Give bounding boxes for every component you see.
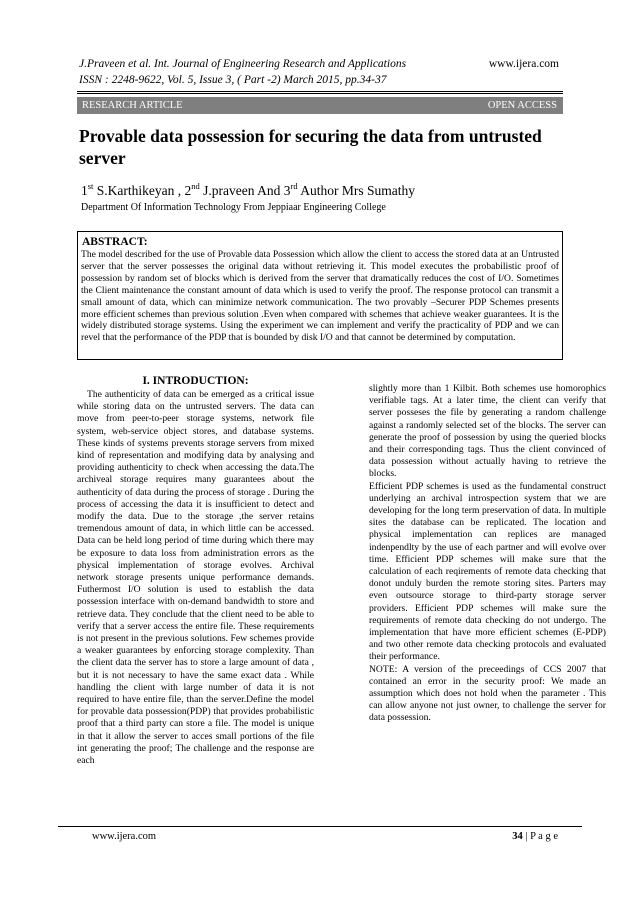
journal-citation (79, 56, 406, 88)
author-3-suffix: rd (290, 181, 298, 191)
open-access-label: OPEN ACCESS (487, 100, 557, 111)
author-3-ordinal: 3 (283, 183, 291, 198)
page-footer (58, 828, 582, 845)
author-1-name: S.Karthikeyan , (93, 183, 185, 198)
author-2-suffix: nd (191, 181, 200, 191)
abstract-heading: ABSTRACT: (82, 236, 148, 248)
footer-divider (58, 826, 582, 827)
article-type-label: RESEARCH ARTICLE (82, 100, 183, 111)
abstract-box (77, 231, 563, 360)
left-column (77, 374, 314, 767)
author-list (81, 182, 415, 200)
page-number-label (512, 829, 558, 844)
right-column (369, 383, 606, 725)
header-divider-thin (77, 93, 563, 94)
footer-website-link[interactable]: www.ijera.com (92, 831, 157, 842)
author-1-ordinal: 1 (81, 183, 88, 198)
article-type-banner (77, 97, 563, 114)
abstract-text: The model described for the use of Provable data Possession which allow the client to access the stored data at an Untrusted server that the server possesses the original data without retrieving it. This model executes the probabilistic proof of possession by random set of blocks which is derived from the server that dramatically reduces the cost of I/O. Sometimes the Client maintenance the constant amount of data which is used to verify the proof. The response protocol can transmit a small amount of data, which can minimize network communication. The two provably –Securer PDP Schemes presents more efficient schemes than previous solution .Even when compared with schemes that achieve weaker guarantees. It is the widely distributed storage systems. Using the experiment we can implement and verify the practicality of PDP and we can revel that the performance of the PDP that is bounded by disk I/O and that cannot be determined by computation. (81, 249, 559, 344)
header-website-link[interactable]: www.ijera.com (488, 58, 559, 70)
author-3-name: Author Mrs Sumathy (297, 183, 415, 198)
author-1-suffix: st (87, 181, 94, 191)
paper-title: Provable data possession for securing the data from untrusted server (79, 126, 542, 168)
journal-citation-line2: ISSN : 2248-9622, Vol. 5, Issue 3, ( Part -2) March 2015, pp.34-37 (79, 74, 387, 86)
page-label: | P a g e (522, 831, 558, 842)
author-2-ordinal: 2 (184, 183, 192, 198)
author-affiliation: Department Of Information Technology From Jeppiaar Engineering College (81, 202, 386, 213)
author-2-name: J.praveen And (199, 183, 284, 198)
introduction-note: NOTE: A version of the preceedings of CCS 2007 that contained an error in the security proof: We made an assumption which does not hold when the parameter . This can allow anyone not just owner, to challenge the server for data possession. (369, 663, 606, 724)
page-number: 34 (512, 831, 523, 842)
section-heading-introduction: I. INTRODUCTION: (142, 375, 249, 387)
introduction-paragraph-1: The authenticity of data can be emerged as a critical issue while storing data on the untrusted servers. The data can move from peer-to-peer storage systems, network file system, web-service object stores, and database systems. These kinds of systems prevents storage servers from mixed kind of representation and modifying data by analysing and providing authenticity to check when accessing the data.The archiveal storage requires many guarantees about the authenticity of data during the process of storage . During the process of accessing the data it is insufficient to detect and modify the data. Due to the storage ,the server retains tremendous amount of data, in which little can be accessed. Data can be held long period of time during which there may be exposure to data loss from administration errors as the physical implementation of storage evolves. Archival network storage presents unique performance demands. Futhermost I/O solution is used to establish the data possession interface with on-demand bandwidth to store and retrieve data. They conclude that the client need to be able to verify that a server access the entire file. These requirements is not present in the previous solutions. Few schemes provide a weaker guarantees by enforcing storage complexity. Than the client data the server has to store a large amount of data , but it is not necessary to have the same exact data . While handling the client with large number of data it is not required to have entire file, than the server.Define the model for provable data possession(PDP) that provides probabilistic proof that a third party can store a file. The model is unique in that it allow the server to acces small portions of the file int generating the proof; The challenge and the response are each (77, 389, 314, 767)
introduction-paragraph-2: slightly more than 1 Kilbit. Both schemes use homorophics verifiable tags. At a later time, the client can verify that server posseses the file by generating a random challenge against a randomly selected set of the blocks. The server can generate the proof of possession by using the queried blocks and their corresponding tags. Thus the client convinced of data possession without actually having to retrieve the blocks. (369, 383, 606, 480)
journal-citation-line1: J.Praveen et al. Int. Journal of Engineering Research and Applications (79, 58, 407, 70)
introduction-paragraph-3: Efficient PDP schemes is used as the fundamental construct underlying an archival introspection system that we are developing for the long term preservation of data. In multiple sites the database can be replicated. The location and physical implementation can replices are managed indenpendlty by the use of each partner and will evolve over time. Efficient PDP schemes will make sure that the calculation of each reqirements of remote data checking that donot unduly burden the remote storing sites. Parters may even outsource storage to third-party storage server providers. Efficient PDP schemes will make sure the requirements of remote data checking do not undergo. The implementation that have more efficient schemes (E-PDP) and two other remote data checking protocols and evaluated their performance. (369, 480, 606, 663)
header-divider (77, 91, 563, 92)
